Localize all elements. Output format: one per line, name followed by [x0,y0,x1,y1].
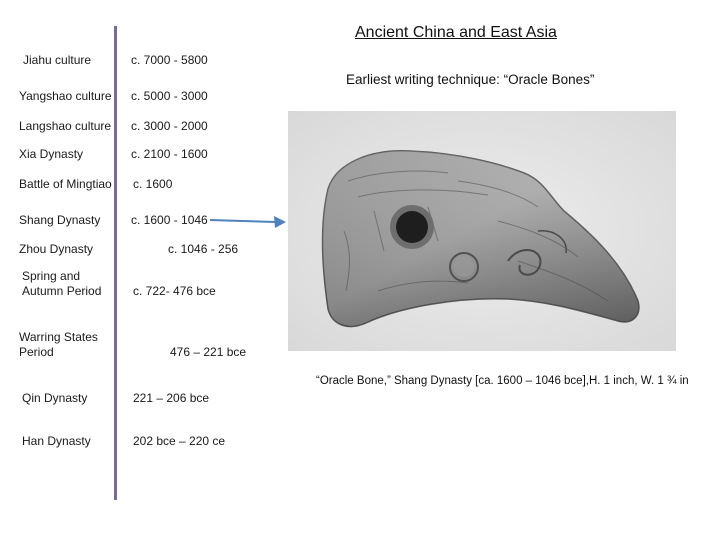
timeline-date: c. 2100 - 1600 [131,147,208,161]
timeline-name: Zhou Dynasty [19,242,94,256]
timeline-date: c. 5000 - 3000 [131,89,208,103]
timeline-name: Han Dynasty [22,434,91,448]
timeline-date: c. 3000 - 2000 [131,119,208,133]
page-title: Ancient China and East Asia [355,24,557,41]
timeline-name: Period [19,345,54,359]
timeline-date: c. 7000 - 5800 [131,53,208,67]
page-subtitle: Earliest writing technique: “Oracle Bones” [346,72,595,87]
image-caption: “Oracle Bone,” Shang Dynasty [ca. 1600 – 1046 bce],H. 1 inch, W. 1 ¾ in [316,375,689,387]
timeline-name: Shang Dynasty [19,213,101,227]
timeline-name: Langshao culture [19,119,112,133]
timeline-name: Battle of Mingtiao [19,177,112,191]
timeline-name: Qin Dynasty [22,391,88,405]
timeline-name: Xia Dynasty [19,147,84,161]
timeline-name: Autumn Period [22,284,102,298]
timeline-divider [114,26,117,500]
timeline-name: Spring and [22,269,81,283]
timeline-name: Jiahu culture [23,53,92,67]
timeline-date: c. 1600 [133,177,173,191]
timeline-date: 221 – 206 bce [133,391,210,405]
timeline-date: c. 722- 476 bce [133,284,216,298]
timeline-date: 202 bce – 220 ce [133,434,226,448]
timeline-name: Warring States [19,330,98,344]
timeline-date: 476 – 221 bce [170,345,247,359]
timeline-date: c. 1600 - 1046 [131,213,208,227]
timeline-date: c. 1046 - 256 [168,242,239,256]
timeline-name: Yangshao culture [19,89,112,103]
oracle-bone-photo [288,111,676,351]
arrow-icon [208,210,288,230]
